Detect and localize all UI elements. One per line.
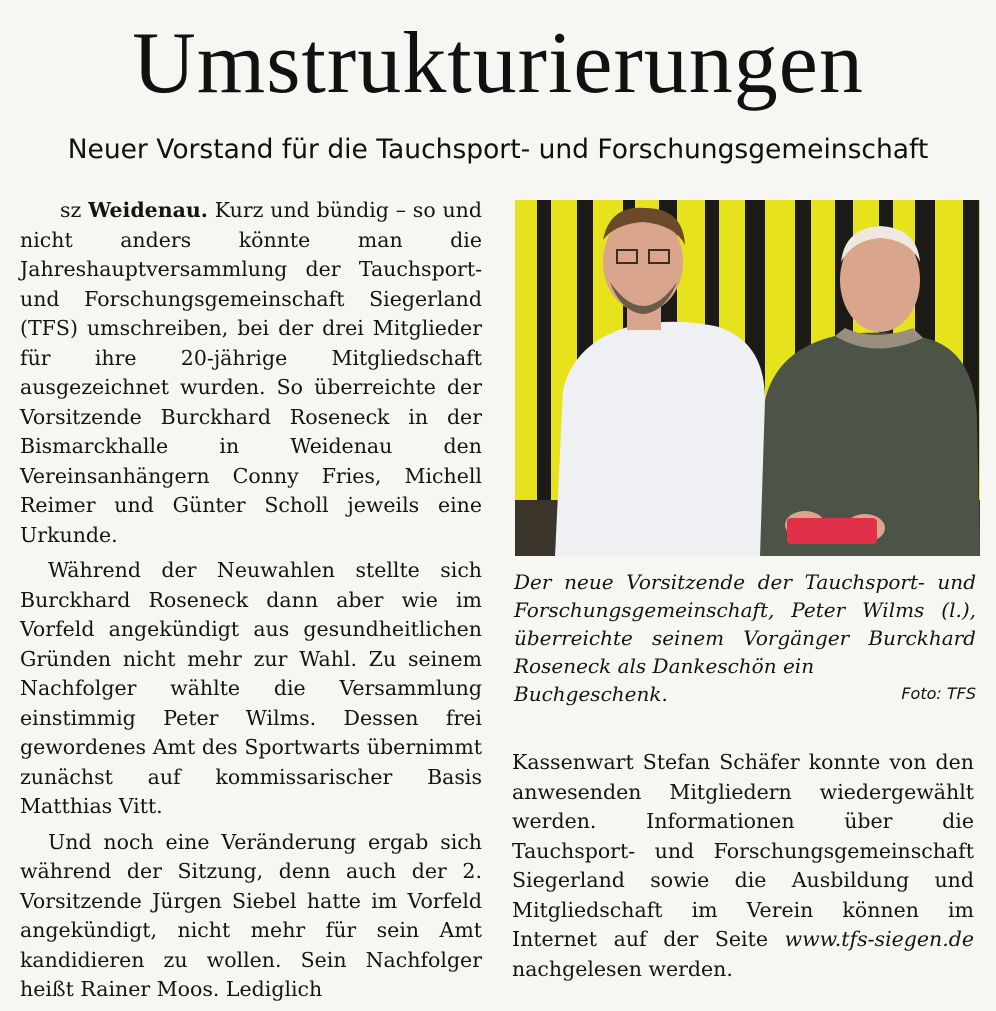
dateline-place: Weidenau. xyxy=(88,198,208,222)
background-stripe xyxy=(979,200,980,500)
subheadline: Neuer Vorstand für die Tauchsport- und Forschungsgemeinschaft xyxy=(67,134,929,165)
caption-end: Buchgeschenk. xyxy=(514,682,668,706)
caption-last-line xyxy=(514,680,976,708)
background-stripe xyxy=(537,200,551,500)
paragraph-2: Während der Neuwahlen stellte sich Burckhard Roseneck dann aber wie im Vorfeld angekündigt aus gesundheitlichen Gründen nicht mehr zur Wahl. Zu seinem Nachfolger wählte die Versammlung einstimmig Peter Wilms. Dessen frei gewordenes Amt des Sportwarts übernimmt zunächst auf kommissarischer Basis Matthias Vitt. xyxy=(20,558,482,818)
paragraph-3: Und noch eine Veränderung ergab sich während der Sitzung, denn auch der 2. Vorsitzende Jürgen Siebel hatte im Vorfeld angekündigt, nicht mehr für sein Amt kandidieren zu wollen. Sein Nachfolger heißt Rainer Moos. Lediglich xyxy=(20,829,482,1001)
paragraph-4-text: Kassenwart Stefan Schäfer konnte von den anwesenden Mitgliedern wiedergewählt werden. Informationen über die Tauchsport- und Forschungsgemeinschaft Siegerland sowie die Ausbildung und Mitgliedschaft im Verein können im Internet auf der Seite xyxy=(512,750,974,951)
background-stripe xyxy=(515,200,537,500)
paragraph-4-end: nachgelesen werden. xyxy=(512,956,733,981)
article-column-left xyxy=(20,196,482,1011)
paragraph-1-text: Kurz und bündig – so und nicht anders könnte man die Jahreshauptversammlung der Tauchsport- und Forschungsgemeinschaft Siegerland (TFS) umschreiben, bei der drei Mitglieder für ihre 20-jährige Mitgliedschaft ausgezeichnet wurden. So überreichte der Vorsitzende Burckhard Roseneck in der Bismarckhalle in Weidenau den Vereinsanhängern Conny Fries, Michell Reimer und Günter Scholl jeweils eine Urkunde. xyxy=(20,198,482,547)
paragraph-4 xyxy=(512,748,974,984)
article-photo xyxy=(515,200,980,556)
photo-illustration xyxy=(515,200,980,556)
photo-caption xyxy=(514,568,976,708)
caption-text: Der neue Vorsitzende der Tauchsport- und Forschungsgemeinschaft, Peter Wilms (l.), überreichte seinem Vorgänger Burckhard Roseneck als Dankeschön ein xyxy=(514,570,976,678)
headline: Umstrukturierungen xyxy=(132,15,864,112)
paragraph-1 xyxy=(20,196,482,550)
article-column-right xyxy=(512,748,974,990)
dateline-prefix: sz xyxy=(60,198,89,222)
photo-credit: Foto: TFS xyxy=(901,684,976,703)
website-link: www.tfs-siegen.de xyxy=(784,927,974,951)
